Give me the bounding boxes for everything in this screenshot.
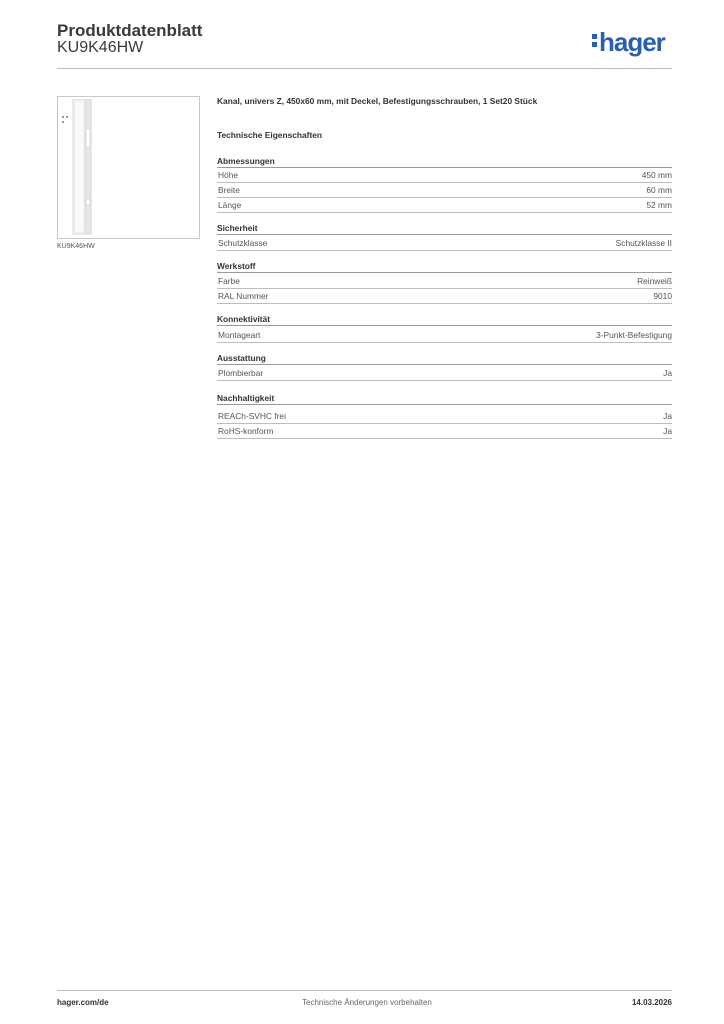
row-value: Ja bbox=[663, 426, 672, 436]
cable-duct-product-image bbox=[72, 99, 94, 235]
table-row bbox=[217, 168, 672, 183]
section-title-equipment: Ausstattung bbox=[217, 353, 672, 365]
row-key: Montageart bbox=[218, 330, 261, 340]
section-title-dimensions: Abmessungen bbox=[217, 156, 672, 168]
table-row bbox=[217, 328, 672, 343]
row-value: Schutzklasse II bbox=[615, 238, 672, 248]
section-title-sustainability: Nachhaltigkeit bbox=[217, 393, 672, 405]
hager-logo bbox=[592, 27, 665, 58]
product-description: Kanal, univers Z, 450x60 mm, mit Deckel, Befestigungsschrauben, 1 Set20 Stück bbox=[217, 96, 538, 106]
row-key: Farbe bbox=[218, 276, 240, 286]
row-key: RAL Nummer bbox=[218, 291, 269, 301]
section-title-connectivity: Konnektivität bbox=[217, 314, 672, 326]
table-row bbox=[217, 198, 672, 213]
row-value: 60 mm bbox=[646, 185, 672, 195]
footer-note: Technische Änderungen vorbehalten bbox=[302, 998, 432, 1007]
footer-date: 14.03.2026 bbox=[631, 998, 672, 1007]
table-row bbox=[217, 236, 672, 251]
product-code: KU9K46HW bbox=[57, 39, 144, 56]
row-value: Reinweiß bbox=[637, 276, 672, 286]
product-image-frame bbox=[57, 96, 200, 239]
table-row bbox=[217, 409, 672, 424]
row-key: RoHS-konform bbox=[218, 426, 274, 436]
row-value: Ja bbox=[663, 411, 672, 421]
footer-divider bbox=[57, 990, 672, 991]
page-title: Produktdatenblatt bbox=[57, 21, 203, 40]
section-title-safety: Sicherheit bbox=[217, 223, 672, 235]
footer-website-link[interactable]: hager.com/de bbox=[57, 998, 109, 1007]
row-key: Länge bbox=[218, 200, 242, 210]
section-title-material: Werkstoff bbox=[217, 261, 672, 273]
row-key: Breite bbox=[218, 185, 240, 195]
logo-dots-icon bbox=[592, 34, 597, 50]
row-value: 9010 bbox=[653, 291, 672, 301]
row-value: 52 mm bbox=[646, 200, 672, 210]
image-caption: KU9K46HW bbox=[57, 243, 95, 250]
row-value: Ja bbox=[663, 368, 672, 378]
row-key: REACh-SVHC frei bbox=[218, 411, 286, 421]
row-key: Plombierbar bbox=[218, 368, 264, 378]
table-row bbox=[217, 274, 672, 289]
row-value: 3-Punkt-Befestigung bbox=[596, 330, 672, 340]
row-key: Schutzklasse bbox=[218, 238, 268, 248]
table-row bbox=[217, 366, 672, 381]
logo-text: hager bbox=[599, 27, 665, 57]
header-divider bbox=[57, 68, 672, 69]
row-key: Höhe bbox=[218, 170, 239, 180]
table-row bbox=[217, 289, 672, 304]
row-value: 450 mm bbox=[641, 170, 672, 180]
table-row bbox=[217, 183, 672, 198]
table-row bbox=[217, 424, 672, 439]
screw-set-icon bbox=[61, 115, 69, 125]
tech-properties-heading: Technische Eigenschaften bbox=[217, 130, 323, 140]
